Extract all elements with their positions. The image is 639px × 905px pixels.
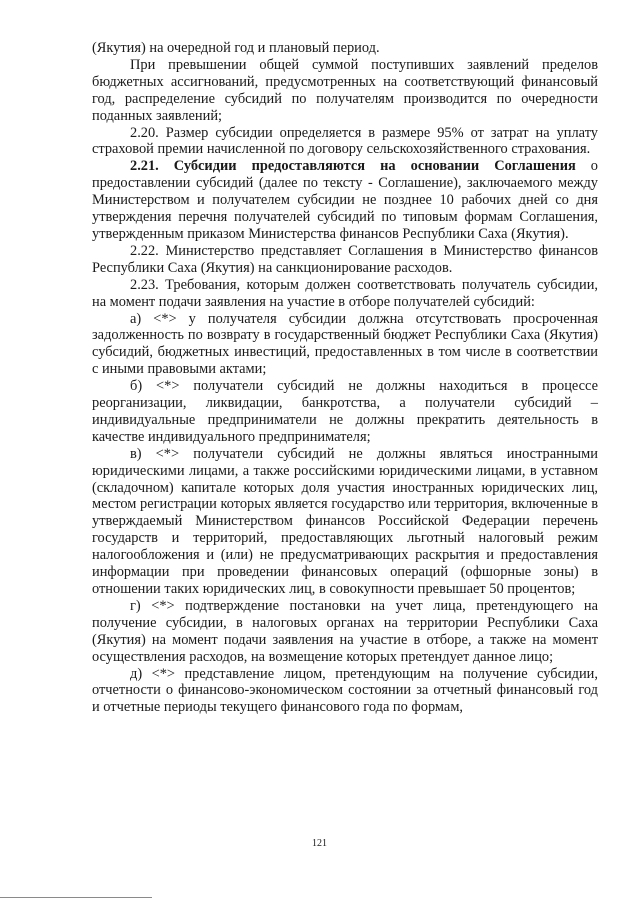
body-text [92, 40, 598, 716]
paragraph-2-21-text: о предоставлении субсидий (далее по тексту - Соглашение), заключаемого между Министерством и получателем субсидии не позднее 10 рабочих дней со дня утверждения перечня получателей субсидий по типовым формам Соглашения, утвержденным приказом Министерства финансов Республики Саха (Якутия). [92, 158, 599, 242]
paragraph-continuation: (Якутия) на очередной год и плановый период. [92, 40, 380, 56]
paragraph-item-b: б) <*> получатели субсидий не должны находиться в процессе реорганизации, ликвидации, банкротства, а получатели субсидий – индивидуальные предприниматели не должны прекратить деятельность в качестве индивидуального предпринимателя; [92, 378, 598, 445]
paragraph-2-21-bold-lead: 2.21. Субсидии предоставляются на основании Соглашения [130, 158, 576, 175]
paragraph-budget-excess: При превышении общей суммой поступивших заявлений пределов бюджетных ассигнований, предусмотренных на соответствующий финансовый год, распределение субсидий по получателям производится по очередности поданных заявлений; [92, 56, 598, 124]
page-number: 121 [312, 838, 327, 849]
paragraph-2-23: 2.23. Требования, которым должен соответствовать получатель субсидии, на момент подачи заявления на участие в отборе получателей субсидий: [92, 276, 598, 310]
paragraph-item-d: д) <*> представление лицом, претендующим на получение субсидии, отчетности о финансово-экономическом состоянии за отчетный финансовый год и отчетные периоды текущего финансового года по формам, [92, 665, 598, 716]
paragraph-2-20: 2.20. Размер субсидии определяется в размере 95% от затрат на уплату страховой премии начисленной по договору сельскохозяйственного страхования. [92, 124, 598, 158]
paragraph-2-21 [92, 158, 598, 243]
paragraph-item-g: г) <*> подтверждение постановки на учет лица, претендующего на получение субсидии, в налоговых органах на территории Республики Саха (Якутия) на момент подачи заявления на участие в отборе, а также на момент осуществления расходов, на возмещение которых претендует данное лицо; [92, 597, 598, 665]
paragraph-2-22: 2.22. Министерство представляет Соглашения в Министерство финансов Республики Саха (Якутия) на санкционирование расходов. [92, 242, 598, 276]
paragraph-item-v: в) <*> получатели субсидий не должны являться иностранными юридическими лицами, а также российскими юридическими лицами, в уставном (складочном) капитале которых доля участия иностранных юридических лиц, местом регистрации которых является государство или территория, включенные в утверждаемый Министерством финансов Российской Федерации перечень государств и территорий, предоставляющих льготный налоговый режим налогообложения и (или) не предусматривающих раскрытия и предоставления информации при проведении финансовых операций (офшорные зоны) в отношении таких юридических лиц, в совокупности превышает 50 процентов; [92, 445, 598, 597]
paragraph-item-a: а) <*> у получателя субсидии должна отсутствовать просроченная задолженность по возврату в государственный бюджет Республики Саха (Якутия) субсидий, бюджетных инвестиций, предоставленных в том числе в соответствии с иными правовыми актами; [92, 310, 598, 378]
scan-edge-line [0, 897, 152, 898]
